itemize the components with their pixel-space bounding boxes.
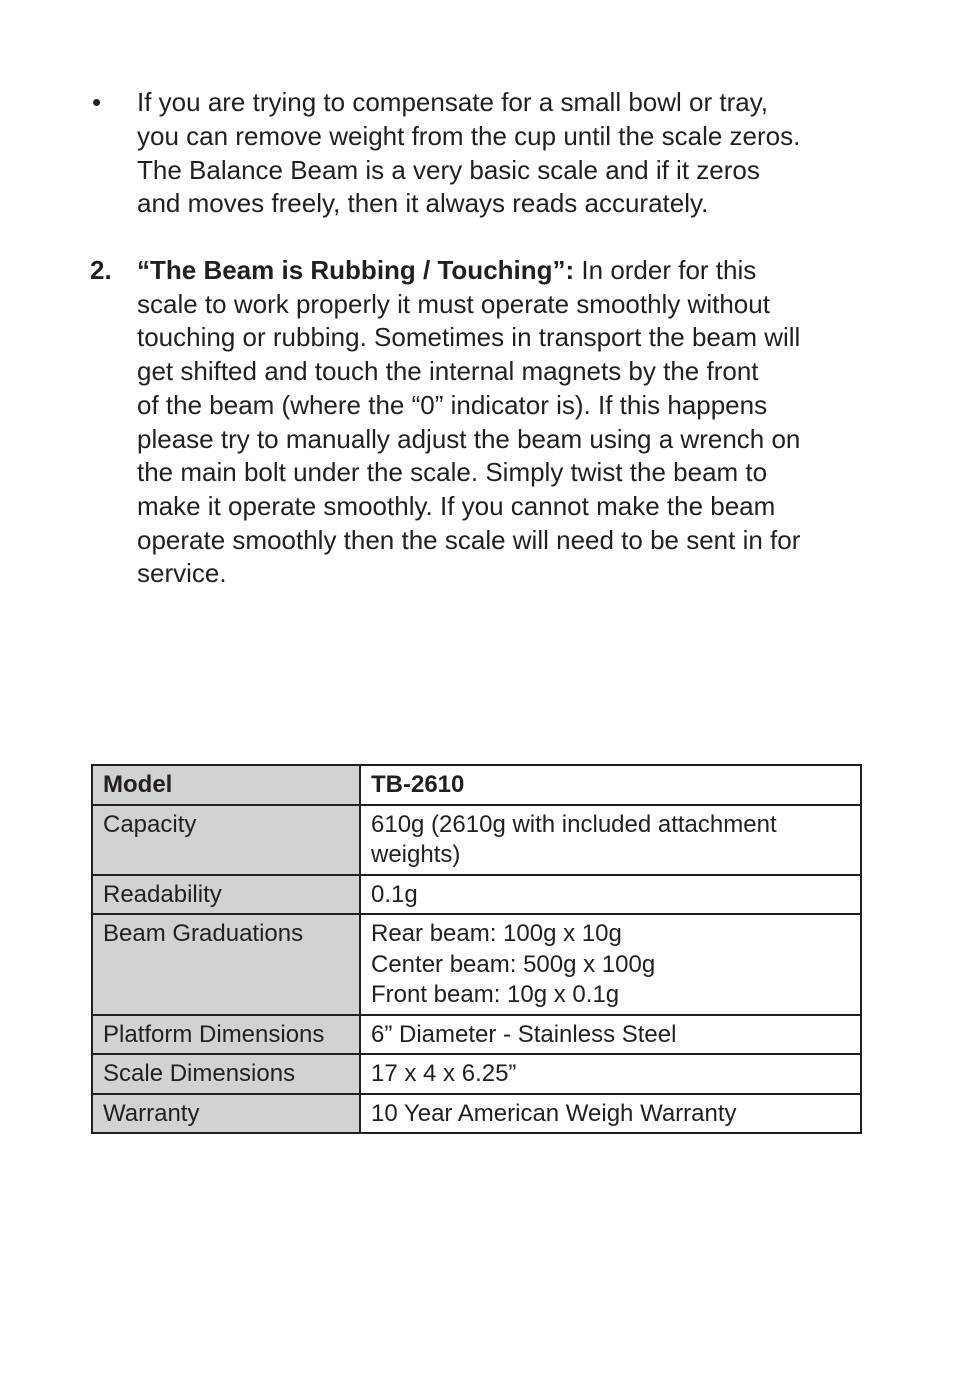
- spec-label: Scale Dimensions: [92, 1054, 360, 1094]
- spec-value: [360, 1015, 861, 1055]
- paragraph-body: In order for this scale to work properly it must operate smoothly without touching or rubbing. Sometimes in transport the beam will get shifted and touch the internal magnets by the front of the beam (where the “0” indicator is). If this happens please try to manually adjust the beam using a wrench on the main bolt under the scale. Simply twist the beam to make it operate smoothly. If you cannot make the beam operate smoothly then the scale will need to be sent in for service.: [137, 255, 801, 589]
- spec-value-text: 10 Year American Weigh Warranty: [371, 1099, 737, 1127]
- spec-value: [360, 765, 861, 805]
- spec-value-text: 610g (2610g with included attachment weights): [371, 810, 777, 868]
- spec-value: [360, 875, 861, 915]
- paragraph-heading: “The Beam is Rubbing / Touching”:: [137, 255, 575, 285]
- spec-value-text: 0.1g: [371, 880, 418, 908]
- spec-value-text: TB-2610: [371, 771, 465, 798]
- spec-value: [360, 805, 861, 875]
- table-row: [92, 914, 861, 1015]
- table-row: [92, 1094, 861, 1134]
- bullet-marker: •: [92, 87, 102, 117]
- spec-label: Readability: [92, 875, 360, 915]
- spec-value-text: Rear beam: 100g x 10g Center beam: 500g x 100g Front beam: 10g x 0.1g: [371, 920, 656, 1008]
- table-row: [92, 1054, 861, 1094]
- spec-label: Platform Dimensions: [92, 1015, 360, 1055]
- table-row: [92, 765, 861, 805]
- table-row: [92, 1015, 861, 1055]
- spec-label: Beam Graduations: [92, 914, 360, 1015]
- spec-value-text: 6” Diameter - Stainless Steel: [371, 1020, 677, 1048]
- numbered-paragraph: [90, 254, 870, 591]
- numbered-text: [137, 254, 870, 591]
- list-number: 2.: [90, 255, 112, 285]
- spec-label: Warranty: [92, 1094, 360, 1134]
- spec-label: Capacity: [92, 805, 360, 875]
- spec-value: [360, 1054, 861, 1094]
- table-row: [92, 875, 861, 915]
- bullet-text: If you are trying to compensate for a small bowl or tray, you can remove weight from the cup until the scale zeros. The Balance Beam is a very basic scale and if it zeros and moves freely, then it always reads accurately.: [137, 87, 801, 219]
- spec-label: Model: [92, 765, 360, 805]
- spec-table: [91, 764, 862, 1134]
- table-row: [92, 805, 861, 875]
- spec-value: [360, 914, 861, 1015]
- spec-value-text: 17 x 4 x 6.25”: [371, 1060, 517, 1087]
- bullet-paragraph: [90, 86, 870, 221]
- spec-value: [360, 1094, 861, 1134]
